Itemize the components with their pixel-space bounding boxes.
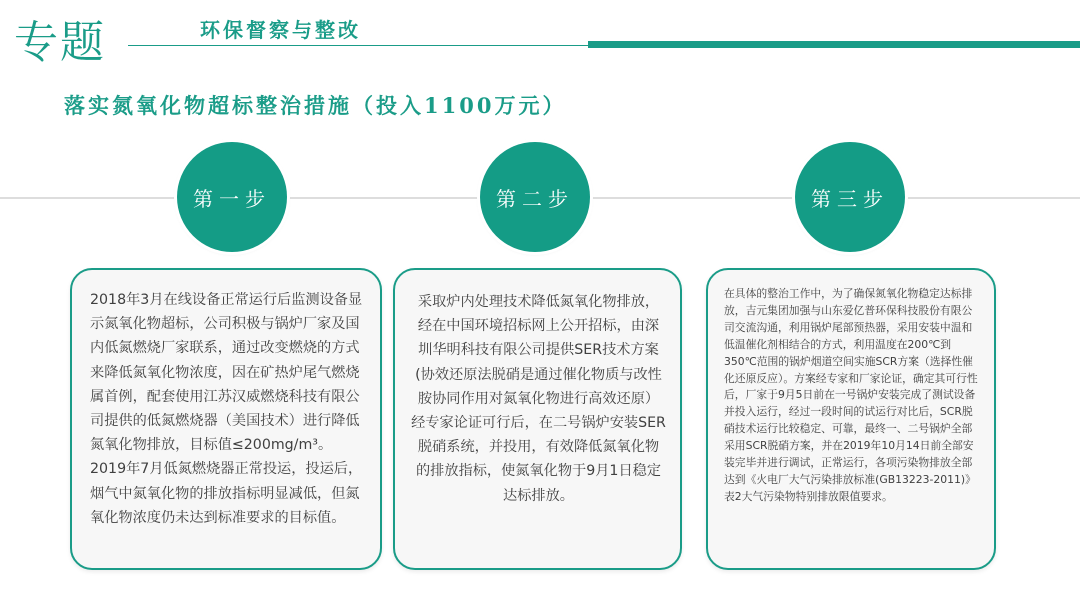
step-1-text: 2018年3月在线设备正常运行后监测设备显示氮氧化物超标，公司积极与锅炉厂家及国内低氮燃烧厂家联系，通过改变燃烧的方式来降低氮氧化物浓度，因在矿热炉尾气燃烧属首例，配套使用江苏汉威燃烧科技有限公司提供的低氮燃烧器（美国技术）进行降低氮氧化物排放，目标值≤200mg/m³。2019年7月低氮燃烧器正常投运，投运后，烟气中氮氧化物的排放指标明显减低，但氮氧化物浓度仍未达到标准要求的目标值。: [90, 292, 363, 526]
step-1-circle: [177, 142, 287, 252]
step-3-card: [706, 268, 996, 570]
page-subtitle: 环保督察与整改: [200, 18, 361, 42]
step-2-text: 采取炉内处理技术降低氮氧化物排放，经在中国环境招标网上公开招标，由深圳华明科技有限公司提供SER技术方案(协效还原法脱硝是通过催化物质与改性胺协同作用对氮氧化物进行高效还原）经专家论证可行后，在二号锅炉安装SER脱硝系统，并投用，有效降低氮氧化物的排放指标，使氮氧化物于9月1日稳定达标排放。: [411, 294, 666, 504]
header-divider-thick: [588, 41, 1080, 48]
section-heading: 落实氮氧化物超标整治措施（投入1100万元）: [64, 93, 567, 118]
step-2-circle: [480, 142, 590, 252]
step-3-label: 第三步: [811, 186, 889, 211]
step-3-text: 在具体的整治工作中，为了确保氮氧化物稳定达标排放，吉元集团加强与山东爱亿普环保科技股份有限公司交流沟通，利用锅炉尾部预热器，采用安装中温和低温催化剂相结合的方式，利用温度在200℃到350℃范围的锅炉烟道空间实施SCR方案（选择性催化还原反应）。方案经专家和厂家论证，确定其可行性后，厂家于9月5日前在一号锅炉安装完成了测试设备并投入运行，经过一段时间的试运行对比后，SCR脱硝技术运行比较稳定、可靠，最终一、二号锅炉全部采用SCR脱硝方案，并在2019年10月14日前全部安装完毕并进行调试，正常运行，各项污染物排放全部达到《火电厂大气污染排放标准(GB13223-2011)》表2大气污染物特别排放限值要求。: [724, 287, 978, 503]
page-title: 专题: [14, 17, 106, 68]
step-1-card: [70, 268, 382, 570]
step-2-card: [393, 268, 682, 570]
step-2-label: 第二步: [496, 186, 574, 211]
step-3-circle: [795, 142, 905, 252]
step-1-label: 第一步: [193, 186, 271, 211]
